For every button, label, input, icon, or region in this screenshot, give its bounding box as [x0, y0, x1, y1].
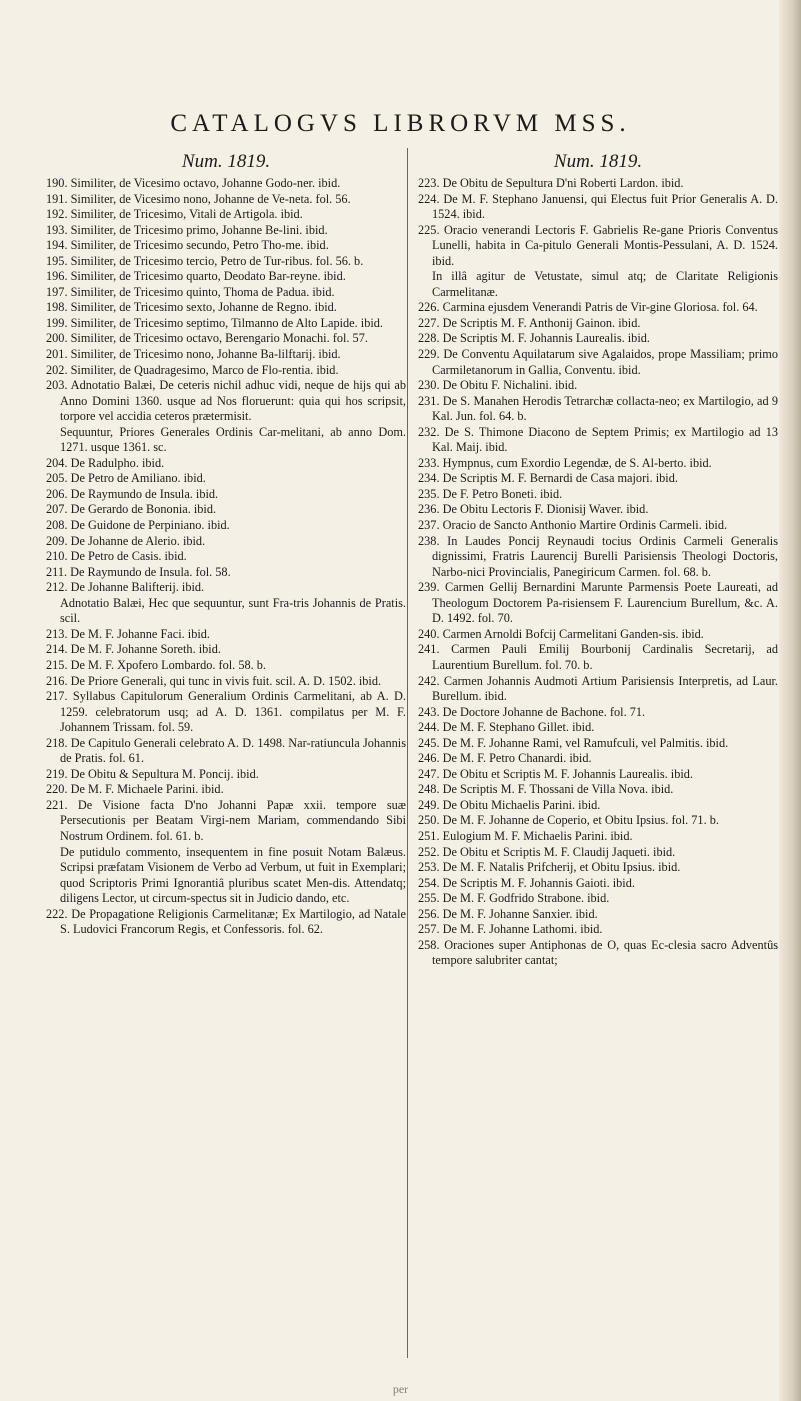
catalogue-entry: 196. Similiter, de Tricesimo quarto, Deodato Bar-reyne. ibid.	[46, 269, 346, 284]
catalogue-entry: 191. Similiter, de Vicesimo nono, Johanne de Ve-neta. fol. 56.	[46, 191, 351, 206]
catalogue-entry: 258. Oraciones super Antiphonas de O, quas Ec-clesia sacro Adventûs tempore salubriter cantat;	[418, 937, 778, 968]
catalogue-entry: 237. Oracio de Sancto Anthonio Martire Ordinis Carmeli. ibid.	[418, 518, 728, 533]
catalogue-entry: 243. De Doctore Johanne de Bachone. fol. 71.	[418, 704, 646, 719]
catalogue-entry: 222. De Propagatione Religionis Carmelitanæ; Ex Martilogio, ad Natale S. Ludovici Francorum Regis, et Confessoris. fol. 62.	[46, 906, 406, 937]
catalogue-entry: 201. Similiter, de Tricesimo nono, Johanne Ba-lilftarij. ibid.	[46, 347, 341, 362]
column-divider	[407, 148, 408, 1358]
catalogue-entry: 215. De M. F. Xpofero Lombardo. fol. 58. b.	[46, 657, 266, 672]
left-column	[46, 150, 406, 938]
catalogue-entry: 225. Oracio venerandi Lectoris F. Gabrielis Re-gane Prioris Conventus Lunelli, habita in Ca-pitulo Generali Montis-Pessulani, A. D. 1524. ibid.	[418, 222, 778, 268]
catalogue-entry: 253. De M. F. Natalis Prifcherij, et Obitu Ipsius. ibid.	[418, 860, 681, 875]
catalogue-entry: 252. De Obitu et Scriptis M. F. Claudij Jaqueti. ibid.	[418, 844, 676, 859]
catalogue-entry: 221. De Visione facta D'no Johanni Papæ xxii. tempore suæ Persecutionis per Beatam Virgi-nem Mariam, commendando Sibi Nostrum Ordinem. fol. 61. b.	[46, 797, 406, 843]
right-column	[418, 150, 778, 969]
page-edge	[779, 0, 801, 1401]
catalogue-entry: 207. De Gerardo de Bononia. ibid.	[46, 502, 217, 517]
catalogue-entry: 231. De S. Manahen Herodis Tetrarchæ collacta-neo; ex Martilogio, ad 9 Kal. Jun. fol. 64. b.	[418, 393, 778, 424]
catalogue-entry: 226. Carmina ejusdem Venerandi Patris de Vir-gine Gloriosa. fol. 64.	[418, 300, 758, 315]
catalogue-entry: 256. De M. F. Johanne Sanxier. ibid.	[418, 906, 598, 921]
catalogue-entry: 199. Similiter, de Tricesimo septimo, Tilmanno de Alto Lapide. ibid.	[46, 315, 383, 330]
catalogue-entry: 227. De Scriptis M. F. Anthonij Gainon. ibid.	[418, 315, 641, 330]
catalogue-entry: 249. De Obitu Michaelis Parini. ibid.	[418, 797, 601, 812]
catalogue-entry: 239. Carmen Gellij Bernardini Marunte Parmensis Poete Laureati, ad Theologum Doctorem Pa-risiensem F. Laurencium Burellum, &c. A. D. 1492. fol. 70.	[418, 580, 778, 626]
catalogue-entry: 254. De Scriptis M. F. Johannis Gaioti. ibid.	[418, 875, 635, 890]
catalogue-entry: De putidulo commento, insequentem in fine posuit Notam Balæus. Scripsi præfatam Visionem de Verbo ad Verbum, ut fuit in Exemplari; quod Scriptoris Primi Ignorantiâ pluribus scatet Men-dis. Attendatq; diligens Lector, ut circum-spectus sit in Judicio dando, etc.	[60, 844, 406, 906]
left-entry-list	[46, 176, 406, 938]
catalogue-entry: 244. De M. F. Stephano Gillet. ibid.	[418, 720, 595, 735]
catalogue-entry: 214. De M. F. Johanne Soreth. ibid.	[46, 642, 221, 657]
catalogue-entry: 190. Similiter, de Vicesimo octavo, Johanne Godo-ner. ibid.	[46, 176, 341, 190]
catalogue-entry: 194. Similiter, de Tricesimo secundo, Petro Tho-me. ibid.	[46, 238, 329, 253]
catalogue-entry: 232. De S. Thimone Diacono de Septem Primis; ex Martilogio ad 13 Kal. Maij. ibid.	[418, 424, 778, 455]
right-column-heading: Num. 1819.	[553, 151, 643, 172]
catchword: per	[392, 1382, 409, 1396]
catalogue-entry: 257. De M. F. Johanne Lathomi. ibid.	[418, 922, 603, 937]
running-header: CATALOGVS LIBRORVM MSS.	[170, 110, 631, 137]
catalogue-entry: 208. De Guidone de Perpiniano. ibid.	[46, 518, 230, 533]
catalogue-entry: 255. De M. F. Godfrido Strabone. ibid.	[418, 891, 610, 906]
catalogue-entry: 200. Similiter, de Tricesimo octavo, Berengario Monachi. fol. 57.	[46, 331, 368, 346]
catalogue-entry: 204. De Radulpho. ibid.	[46, 455, 165, 470]
catalogue-entry: 229. De Conventu Aquilatarum sive Agalaidos, prope Massiliam; primo Carmiletanorum in Gallia, Conventu. ibid.	[418, 347, 778, 377]
catalogue-entry: 195. Similiter, de Tricesimo tercio, Petro de Tur-ribus. fol. 56. b.	[46, 253, 364, 268]
catalogue-entry: 192. Similiter, de Tricesimo, Vitali de Artigola. ibid.	[46, 207, 303, 222]
catalogue-entry: 193. Similiter, de Tricesimo primo, Johanne Be-lini. ibid.	[46, 222, 328, 237]
catalogue-entry: 250. De M. F. Johanne de Coperio, et Obitu Ipsius. fol. 71. b.	[418, 813, 719, 828]
catalogue-entry: 198. Similiter, de Tricesimo sexto, Johanne de Regno. ibid.	[46, 300, 337, 315]
catalogue-entry: 238. In Laudes Poncij Reynaudi tocius Ordinis Carmeli Generalis dignissimi, Fratris Laurencij Burelli Parisiensis Theologi Doctoris, Narbo-nici Provincialis, Panegiricum Carmen. fol. 68. b.	[418, 533, 778, 579]
catalogue-entry: 245. De M. F. Johanne Rami, vel Ramufculi, vel Palmitis. ibid.	[418, 735, 729, 750]
catalogue-entry: 218. De Capitulo Generali celebrato A. D. 1498. Nar-ratiuncula Johannis de Pratis. fol. 61.	[46, 735, 406, 766]
catalogue-entry: Sequuntur, Priores Generales Ordinis Car-melitani, ab anno Dom. 1271. usque 1361. sc.	[60, 424, 406, 455]
left-column-heading: Num. 1819.	[181, 151, 271, 172]
right-entry-list	[418, 176, 778, 969]
catalogue-entry: 240. Carmen Arnoldi Bofcij Carmelitani Ganden-sis. ibid.	[418, 626, 704, 641]
catalogue-entry: In illâ agitur de Vetustate, simul atq; de Claritate Religionis Carmelitanæ.	[432, 269, 778, 299]
catalogue-entry: 247. De Obitu et Scriptis M. F. Johannis Laurealis. ibid.	[418, 766, 693, 781]
catalogue-entry: 211. De Raymundo de Insula. fol. 58.	[46, 564, 231, 579]
catalogue-entry: 220. De M. F. Michaele Parini. ibid.	[46, 782, 224, 797]
catalogue-entry: 209. De Johanne de Alerio. ibid.	[46, 533, 206, 548]
catalogue-entry: 242. Carmen Johannis Audmoti Artium Parisiensis Interpretis, ad Laur. Burellum. ibid.	[418, 673, 778, 704]
catalogue-entry: 236. De Obitu Lectoris F. Dionisij Waver. ibid.	[418, 502, 649, 517]
catalogue-entry: 230. De Obitu F. Nichalini. ibid.	[418, 378, 578, 393]
catalogue-entry: 234. De Scriptis M. F. Bernardi de Casa majori. ibid.	[418, 471, 678, 486]
catalogue-entry: 217. Syllabus Capitulorum Generalium Ordinis Carmelitani, ab A. D. 1259. celebratorum usq; ad A. D. 1361. compilatus per M. F. Johannem Trissam. fol. 59.	[46, 689, 406, 735]
catalogue-entry: 235. De F. Petro Boneti. ibid.	[418, 486, 563, 501]
catalogue-entry: 251. Eulogium M. F. Michaelis Parini. ibid.	[418, 828, 633, 843]
catalogue-entry: 241. Carmen Pauli Emilij Bourbonij Cardinalis Secretarij, ad Laurentium Burellum. fol. 70. b.	[418, 642, 778, 672]
catalogue-entry: 224. De M. F. Stephano Januensi, qui Electus fuit Prior Generalis A. D. 1524. ibid.	[418, 191, 778, 222]
catalogue-entry: 210. De Petro de Casis. ibid.	[46, 549, 187, 564]
catalogue-entry: 213. De M. F. Johanne Faci. ibid.	[46, 626, 210, 641]
catalogue-entry: 212. De Johanne Balifterij. ibid.	[46, 580, 205, 595]
catalogue-entry: 228. De Scriptis M. F. Johannis Laurealis. ibid.	[418, 331, 650, 346]
catalogue-entry: 248. De Scriptis M. F. Thossani de Villa Nova. ibid.	[418, 782, 674, 797]
catalogue-entry: 197. Similiter, de Tricesimo quinto, Thoma de Padua. ibid.	[46, 284, 335, 299]
catalogue-entry: 203. Adnotatio Balæi, De ceteris nichil adhuc vidi, neque de hijs qui ab Anno Domini 1360. usque ad Nos floruerunt: quia qui hos scripsit, torpore vel accidia ceteros prætermisit.	[46, 378, 406, 424]
catalogue-entry: Adnotatio Balæi, Hec que sequuntur, sunt Fra-tris Johannis de Pratis. scil.	[60, 595, 406, 626]
catalogue-entry: 246. De M. F. Petro Chanardi. ibid.	[418, 751, 592, 766]
catalogue-entry: 206. De Raymundo de Insula. ibid.	[46, 486, 219, 501]
catalogue-entry: 219. De Obitu & Sepultura M. Poncij. ibid.	[46, 766, 259, 781]
catalogue-entry: 223. De Obitu de Sepultura D'ni Roberti Lardon. ibid.	[418, 176, 684, 190]
catalogue-entry: 216. De Priore Generali, qui tunc in vivis fuit. scil. A. D. 1502. ibid.	[46, 673, 382, 688]
catalogue-entry: 202. Similiter, de Quadragesimo, Marco de Flo-rentia. ibid.	[46, 362, 339, 377]
catalogue-entry: 233. Hympnus, cum Exordio Legendæ, de S. Al-berto. ibid.	[418, 455, 712, 470]
catalogue-entry: 205. De Petro de Amiliano. ibid.	[46, 471, 206, 486]
